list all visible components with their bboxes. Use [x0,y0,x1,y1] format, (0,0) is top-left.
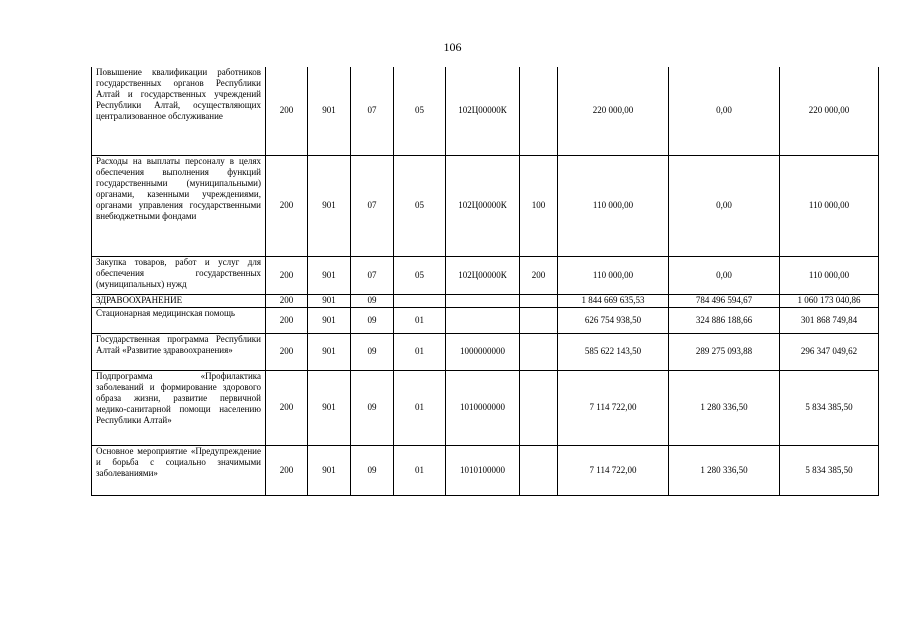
cell-sum-total: 585 622 143,50 [558,333,669,370]
table-row [92,294,879,307]
cell-ved: 200 [266,333,308,370]
cell-podr: 01 [394,445,446,495]
cell-csr: 102Ц00000К [446,155,520,256]
cell-podr: 05 [394,155,446,256]
cell-sum-part1: 1 280 336,50 [669,445,780,495]
cell-sum-part2: 1 060 173 040,86 [780,294,879,307]
cell-sum-part2: 110 000,00 [780,155,879,256]
table-row [92,256,879,294]
cell-razd: 07 [351,67,394,155]
cell-sum-part1: 324 886 188,66 [669,307,780,333]
cell-razd: 09 [351,333,394,370]
cell-sum-part2: 301 868 749,84 [780,307,879,333]
cell-csr: 102Ц00000К [446,67,520,155]
cell-adm: 901 [308,294,351,307]
cell-vr [520,67,558,155]
cell-sum-part2: 220 000,00 [780,67,879,155]
cell-vr [520,370,558,445]
cell-adm: 901 [308,67,351,155]
table-row [92,307,879,333]
cell-ved: 200 [266,370,308,445]
cell-sum-total: 626 754 938,50 [558,307,669,333]
table-row [92,445,879,495]
cell-sum-total: 220 000,00 [558,67,669,155]
cell-razd: 09 [351,307,394,333]
cell-ved: 200 [266,294,308,307]
cell-sum-total: 7 114 722,00 [558,370,669,445]
cell-sum-total: 7 114 722,00 [558,445,669,495]
cell-ved: 200 [266,67,308,155]
cell-razd: 07 [351,256,394,294]
cell-sum-part2: 296 347 049,62 [780,333,879,370]
cell-csr: 1010100000 [446,445,520,495]
cell-adm: 901 [308,370,351,445]
cell-podr: 01 [394,370,446,445]
row-name: Закупка товаров, работ и услуг для обеспечения государственных (муниципальных) нужд [92,256,266,294]
table-row [92,67,879,155]
cell-adm: 901 [308,155,351,256]
row-name: ЗДРАВООХРАНЕНИЕ [92,294,266,307]
cell-adm: 901 [308,307,351,333]
cell-csr: 102Ц00000К [446,256,520,294]
cell-sum-part1: 289 275 093,88 [669,333,780,370]
cell-sum-part1: 0,00 [669,256,780,294]
cell-sum-part1: 0,00 [669,67,780,155]
cell-sum-total: 110 000,00 [558,155,669,256]
cell-csr: 1000000000 [446,333,520,370]
cell-csr [446,307,520,333]
cell-vr: 100 [520,155,558,256]
cell-sum-part1: 784 496 594,67 [669,294,780,307]
row-name: Стационарная медицинская помощь [92,307,266,333]
cell-vr [520,333,558,370]
cell-vr [520,294,558,307]
row-name: Расходы на выплаты персоналу в целях обеспечения выполнения функций государственными (муниципальными) органами, казенными учреждениями, органами управления государственными внебюджетными фондами [92,155,266,256]
row-name: Повышение квалификации работников государственных органов Республики Алтай и государственных учреждений Республики Алтай, осуществляющих централизованное обслуживание [92,67,266,155]
cell-podr [394,294,446,307]
cell-ved: 200 [266,445,308,495]
cell-adm: 901 [308,333,351,370]
row-name: Основное мероприятие «Предупреждение и борьба с социально значимыми заболеваниями» [92,445,266,495]
cell-adm: 901 [308,256,351,294]
cell-sum-part1: 0,00 [669,155,780,256]
row-name: Государственная программа Республики Алтай «Развитие здравоохранения» [92,333,266,370]
budget-table [91,67,879,496]
cell-ved: 200 [266,155,308,256]
cell-sum-part2: 5 834 385,50 [780,370,879,445]
table-row [92,155,879,256]
row-name: Подпрограмма «Профилактика заболеваний и формирование здорового образа жизни, развитие первичной медико-санитарной помощи населению Республики Алтай» [92,370,266,445]
cell-podr: 01 [394,307,446,333]
cell-vr: 200 [520,256,558,294]
cell-sum-total: 1 844 669 635,53 [558,294,669,307]
table-row [92,370,879,445]
page-number: 106 [443,40,462,54]
cell-vr [520,445,558,495]
cell-razd: 09 [351,370,394,445]
cell-vr [520,307,558,333]
cell-sum-total: 110 000,00 [558,256,669,294]
cell-csr [446,294,520,307]
cell-razd: 09 [351,445,394,495]
cell-podr: 05 [394,67,446,155]
cell-razd: 09 [351,294,394,307]
table-row [92,333,879,370]
cell-sum-part1: 1 280 336,50 [669,370,780,445]
cell-ved: 200 [266,256,308,294]
cell-sum-part2: 5 834 385,50 [780,445,879,495]
cell-adm: 901 [308,445,351,495]
cell-csr: 1010000000 [446,370,520,445]
cell-podr: 01 [394,333,446,370]
cell-ved: 200 [266,307,308,333]
cell-razd: 07 [351,155,394,256]
cell-sum-part2: 110 000,00 [780,256,879,294]
cell-podr: 05 [394,256,446,294]
